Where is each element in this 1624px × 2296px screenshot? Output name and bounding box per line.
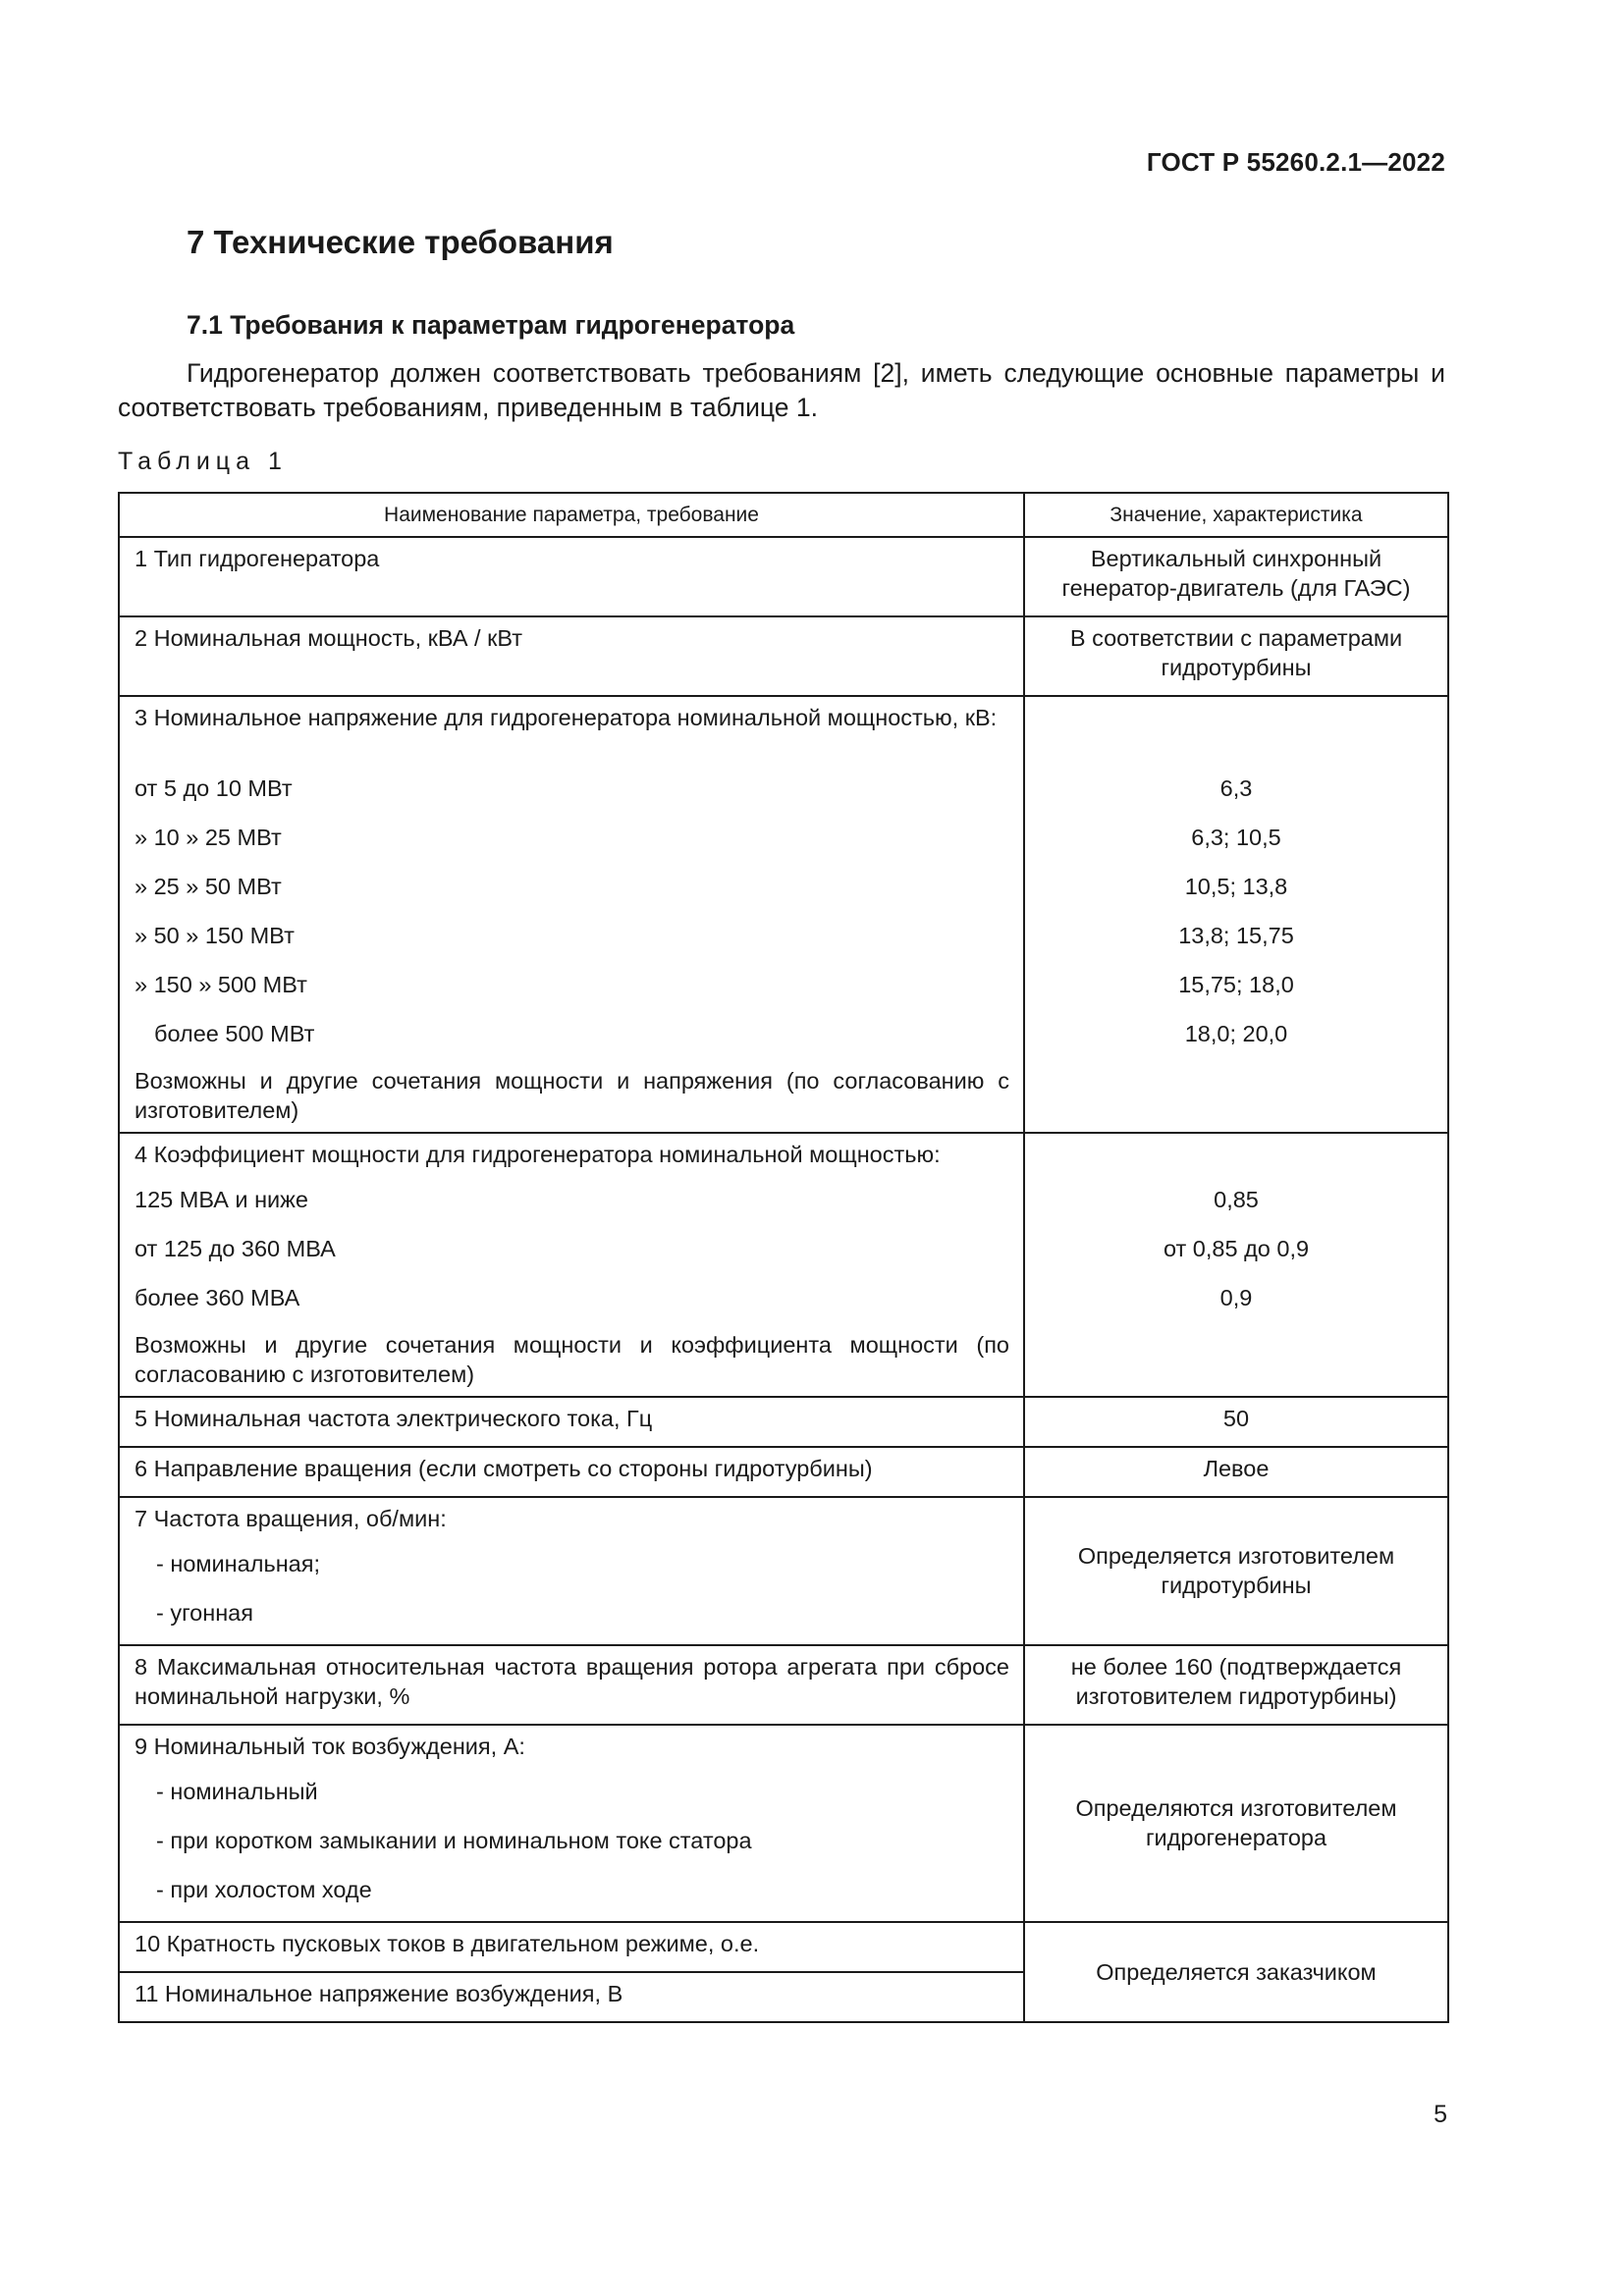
value-cell bbox=[1024, 696, 1448, 1133]
value-cell: Определяется изготовителем гидротурбины bbox=[1024, 1497, 1448, 1645]
table-row bbox=[119, 1725, 1448, 1922]
range-label: более 360 МВА bbox=[135, 1285, 300, 1310]
range-label: более 500 МВт bbox=[154, 1021, 315, 1046]
value-cell: 50 bbox=[1024, 1397, 1448, 1447]
list-item: - угонная bbox=[156, 1600, 253, 1626]
page-number: 5 bbox=[1434, 2101, 1447, 2128]
param-note: Возможны и другие сочетания мощности и напряжения (по согласованию с изготовителем) bbox=[135, 1068, 1009, 1123]
list-item: - при коротком замыкании и номинальном токе статора bbox=[156, 1828, 752, 1853]
range-label: » 10 » 25 МВт bbox=[135, 825, 282, 850]
param-cell bbox=[119, 696, 1024, 1133]
param-cell: 11 Номинальное напряжение возбуждения, В bbox=[119, 1972, 1024, 2022]
param-cell: 5 Номинальная частота электрического тока, Гц bbox=[119, 1397, 1024, 1447]
intro-paragraph: Гидрогенератор должен соответствовать требованиям [2], иметь следующие основные параметры и соответствовать требованиям, приведенным в таблице 1. bbox=[118, 358, 1445, 422]
range-label: от 125 до 360 МВА bbox=[135, 1236, 336, 1261]
param-cell: 10 Кратность пусковых токов в двигательном режиме, о.е. bbox=[119, 1922, 1024, 1972]
table-row bbox=[119, 1447, 1448, 1497]
range-label: от 5 до 10 МВт bbox=[135, 775, 293, 801]
param-intro: 9 Номинальный ток возбуждения, А: bbox=[135, 1734, 525, 1759]
range-value: 6,3; 10,5 bbox=[1191, 825, 1281, 850]
table-row bbox=[119, 696, 1448, 1133]
table-row bbox=[119, 1645, 1448, 1725]
range-value: 0,9 bbox=[1219, 1285, 1253, 1310]
range-label: » 25 » 50 МВт bbox=[135, 874, 282, 899]
header-value: Значение, характеристика bbox=[1024, 493, 1448, 537]
list-item: - номинальная; bbox=[156, 1551, 320, 1576]
range-value: 0,85 bbox=[1214, 1187, 1259, 1212]
table-row bbox=[119, 1922, 1448, 1972]
value-cell: В соответствии с параметрами гидротурбины bbox=[1024, 616, 1448, 696]
table-header-row bbox=[119, 493, 1448, 537]
value-cell bbox=[1024, 1133, 1448, 1397]
table-row bbox=[119, 1397, 1448, 1447]
range-value: 6,3 bbox=[1219, 775, 1253, 801]
value-cell: не более 160 (подтверждается изготовителем гидротурбины) bbox=[1024, 1645, 1448, 1725]
list-item: - номинальный bbox=[156, 1779, 318, 1804]
parameters-table bbox=[118, 492, 1449, 2023]
param-intro: 7 Частота вращения, об/мин: bbox=[135, 1506, 447, 1531]
param-cell bbox=[119, 1497, 1024, 1645]
value-cell: Левое bbox=[1024, 1447, 1448, 1497]
range-value: 13,8; 15,75 bbox=[1178, 923, 1294, 948]
range-label: » 50 » 150 МВт bbox=[135, 923, 295, 948]
param-cell: 2 Номинальная мощность, кВА / кВт bbox=[119, 616, 1024, 696]
list-item: - при холостом ходе bbox=[156, 1877, 372, 1902]
table-row bbox=[119, 616, 1448, 696]
range-value: 10,5; 13,8 bbox=[1184, 874, 1288, 899]
range-value: 15,75; 18,0 bbox=[1178, 972, 1294, 997]
param-cell: 1 Тип гидрогенератора bbox=[119, 537, 1024, 616]
section-title: 7 Технические требования bbox=[187, 224, 614, 260]
param-intro: 4 Коэффициент мощности для гидрогенератора номинальной мощностью: bbox=[135, 1142, 941, 1167]
table-row bbox=[119, 537, 1448, 616]
table-row bbox=[119, 1133, 1448, 1397]
param-note: Возможны и другие сочетания мощности и коэффициента мощности (по согласованию с изготовителем) bbox=[135, 1332, 1009, 1387]
value-cell: Определяется заказчиком bbox=[1024, 1922, 1448, 2022]
param-cell: 8 Максимальная относительная частота вращения ротора агрегата при сбросе номинальной нагрузки, % bbox=[119, 1645, 1024, 1725]
param-intro: 3 Номинальное напряжение для гидрогенератора номинальной мощностью, кВ: bbox=[135, 705, 998, 730]
value-cell: Вертикальный синхронный генератор-двигатель (для ГАЭС) bbox=[1024, 537, 1448, 616]
value-cell: Определяются изготовителем гидрогенератора bbox=[1024, 1725, 1448, 1922]
table-caption: Таблица 1 bbox=[118, 448, 288, 475]
table-row bbox=[119, 1497, 1448, 1645]
range-value: 18,0; 20,0 bbox=[1184, 1021, 1288, 1046]
param-cell: 6 Направление вращения (если смотреть со стороны гидротурбины) bbox=[119, 1447, 1024, 1497]
subsection-title: 7.1 Требования к параметрам гидрогенератора bbox=[187, 310, 795, 340]
range-label: 125 МВА и ниже bbox=[135, 1187, 308, 1212]
range-value: от 0,85 до 0,9 bbox=[1163, 1236, 1310, 1261]
param-cell bbox=[119, 1725, 1024, 1922]
param-cell bbox=[119, 1133, 1024, 1397]
document-code: ГОСТ Р 55260.2.1—2022 bbox=[1146, 147, 1445, 177]
header-parameter: Наименование параметра, требование bbox=[119, 493, 1024, 537]
range-label: » 150 » 500 МВт bbox=[135, 972, 307, 997]
